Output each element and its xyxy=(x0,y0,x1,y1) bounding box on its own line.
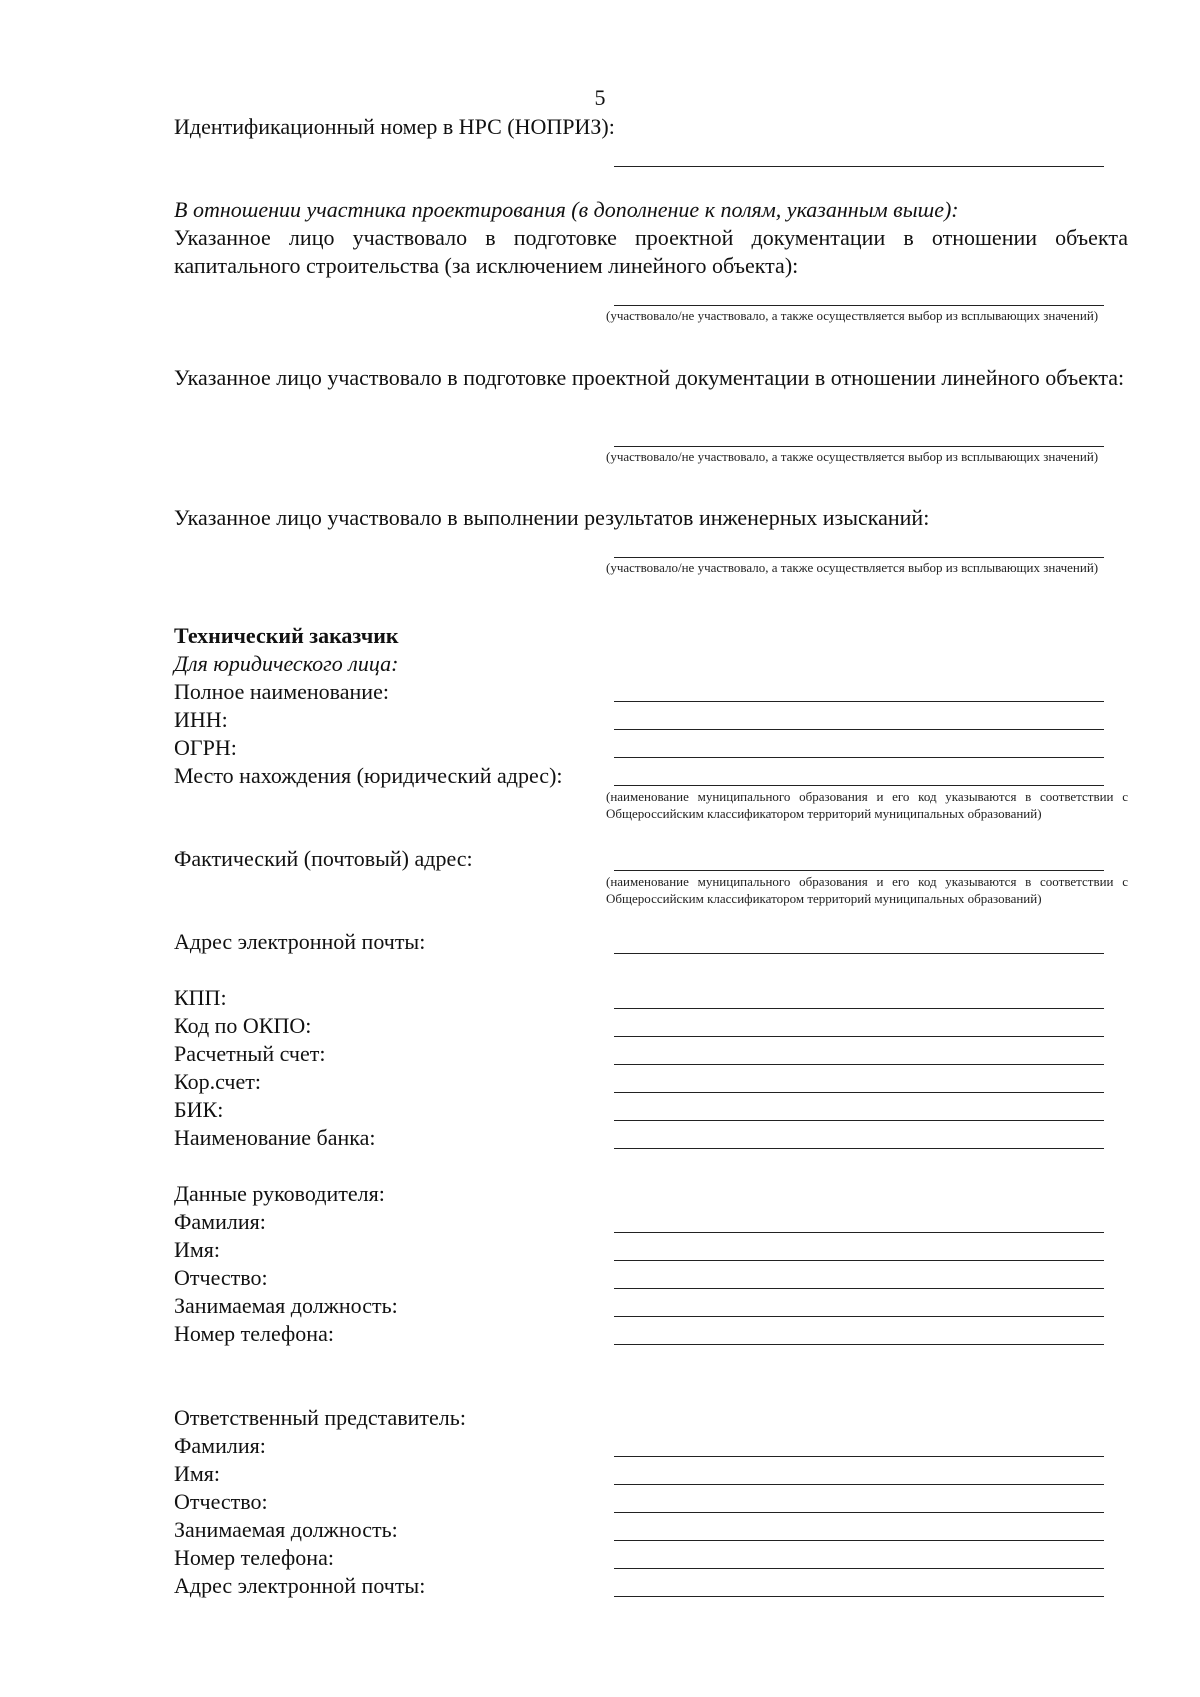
participation-hint: (участвовало/не участвовало, а также осуществляется выбор из всплывающих значений) xyxy=(606,449,1099,464)
nrs-id-label: Идентификационный номер в НРС (НОПРИЗ): xyxy=(174,114,615,139)
postal-address-label: Фактический (почтовый) адрес: xyxy=(174,846,473,871)
bank-name-label: Наименование банка: xyxy=(174,1125,376,1150)
participation-hint: (участвовало/не участвовало, а также осуществляется выбор из всплывающих значений) xyxy=(606,560,1099,575)
rep-email-label: Адрес электронной почты: xyxy=(174,1573,426,1598)
okpo-label: Код по ОКПО: xyxy=(174,1013,312,1038)
rep-patronymic-label: Отчество: xyxy=(174,1489,268,1514)
q-engineering-survey: Указанное лицо участвовало в выполнении результатов инженерных изысканий: xyxy=(174,505,930,530)
head-surname-field[interactable] xyxy=(614,1232,1104,1233)
ogrn-label: ОГРН: xyxy=(174,735,237,760)
rep-name-field[interactable] xyxy=(614,1484,1104,1485)
head-name-field[interactable] xyxy=(614,1260,1104,1261)
rep-position-field[interactable] xyxy=(614,1540,1104,1541)
rep-surname-label: Фамилия: xyxy=(174,1433,266,1458)
head-patronymic-field[interactable] xyxy=(614,1288,1104,1289)
rep-email-field[interactable] xyxy=(614,1596,1104,1597)
municipal-hint: (наименование муниципального образования и его код указываются в соответствии с Общероссийским классификатором территорий муниципальных образований) xyxy=(606,789,1128,821)
customer-email-field[interactable] xyxy=(614,953,1104,954)
head-surname-label: Фамилия: xyxy=(174,1209,266,1234)
head-position-label: Занимаемая должность: xyxy=(174,1293,398,1318)
rep-patronymic-field[interactable] xyxy=(614,1512,1104,1513)
customer-section-heading: Технический заказчик xyxy=(174,623,399,648)
head-section-heading: Данные руководителя: xyxy=(174,1181,385,1206)
bank-name-field[interactable] xyxy=(614,1148,1104,1149)
linear-participation-field[interactable] xyxy=(614,446,1104,447)
page-number: 5 xyxy=(594,85,606,110)
representative-section-heading: Ответственный представитель: xyxy=(174,1405,466,1430)
participation-hint: (участвовало/не участвовало, а также осуществляется выбор из всплывающих значений) xyxy=(606,308,1099,323)
head-phone-field[interactable] xyxy=(614,1344,1104,1345)
head-position-field[interactable] xyxy=(614,1316,1104,1317)
survey-participation-field[interactable] xyxy=(614,557,1104,558)
rep-surname-field[interactable] xyxy=(614,1456,1104,1457)
corr-account-field[interactable] xyxy=(614,1092,1104,1093)
q-linear-object: Указанное лицо участвовало в подготовке проектной документации в отношении линейного объекта: xyxy=(174,365,1125,390)
account-field[interactable] xyxy=(614,1064,1104,1065)
kpp-field[interactable] xyxy=(614,1008,1104,1009)
q-capital-construction: Указанное лицо участвовало в подготовке проектной документации в отношении объекта капитального строительства (за исключением линейного объекта): xyxy=(174,225,1128,278)
legal-entity-subheading: Для юридического лица: xyxy=(174,651,399,676)
nrs-id-field[interactable] xyxy=(614,166,1104,167)
customer-email-label: Адрес электронной почты: xyxy=(174,929,426,954)
head-phone-label: Номер телефона: xyxy=(174,1321,334,1346)
bik-label: БИК: xyxy=(174,1097,224,1122)
corr-account-label: Кор.счет: xyxy=(174,1069,261,1094)
legal-address-field[interactable] xyxy=(614,785,1104,786)
bik-field[interactable] xyxy=(614,1120,1104,1121)
designer-section-heading: В отношении участника проектирования (в дополнение к полям, указанным выше): xyxy=(174,197,959,222)
capital-participation-field[interactable] xyxy=(614,305,1104,306)
rep-phone-label: Номер телефона: xyxy=(174,1545,334,1570)
municipal-hint: (наименование муниципального образования и его код указываются в соответствии с Общероссийским классификатором территорий муниципальных образований) xyxy=(606,874,1128,906)
kpp-label: КПП: xyxy=(174,985,227,1010)
postal-address-field[interactable] xyxy=(614,870,1104,871)
rep-name-label: Имя: xyxy=(174,1461,221,1486)
ogrn-field[interactable] xyxy=(614,757,1104,758)
head-patronymic-label: Отчество: xyxy=(174,1265,268,1290)
rep-position-label: Занимаемая должность: xyxy=(174,1517,398,1542)
full-name-label: Полное наименование: xyxy=(174,679,389,704)
full-name-field[interactable] xyxy=(614,701,1104,702)
head-name-label: Имя: xyxy=(174,1237,221,1262)
inn-field[interactable] xyxy=(614,729,1104,730)
rep-phone-field[interactable] xyxy=(614,1568,1104,1569)
inn-label: ИНН: xyxy=(174,707,228,732)
legal-address-label: Место нахождения (юридический адрес): xyxy=(174,763,563,788)
okpo-field[interactable] xyxy=(614,1036,1104,1037)
account-label: Расчетный счет: xyxy=(174,1041,326,1066)
